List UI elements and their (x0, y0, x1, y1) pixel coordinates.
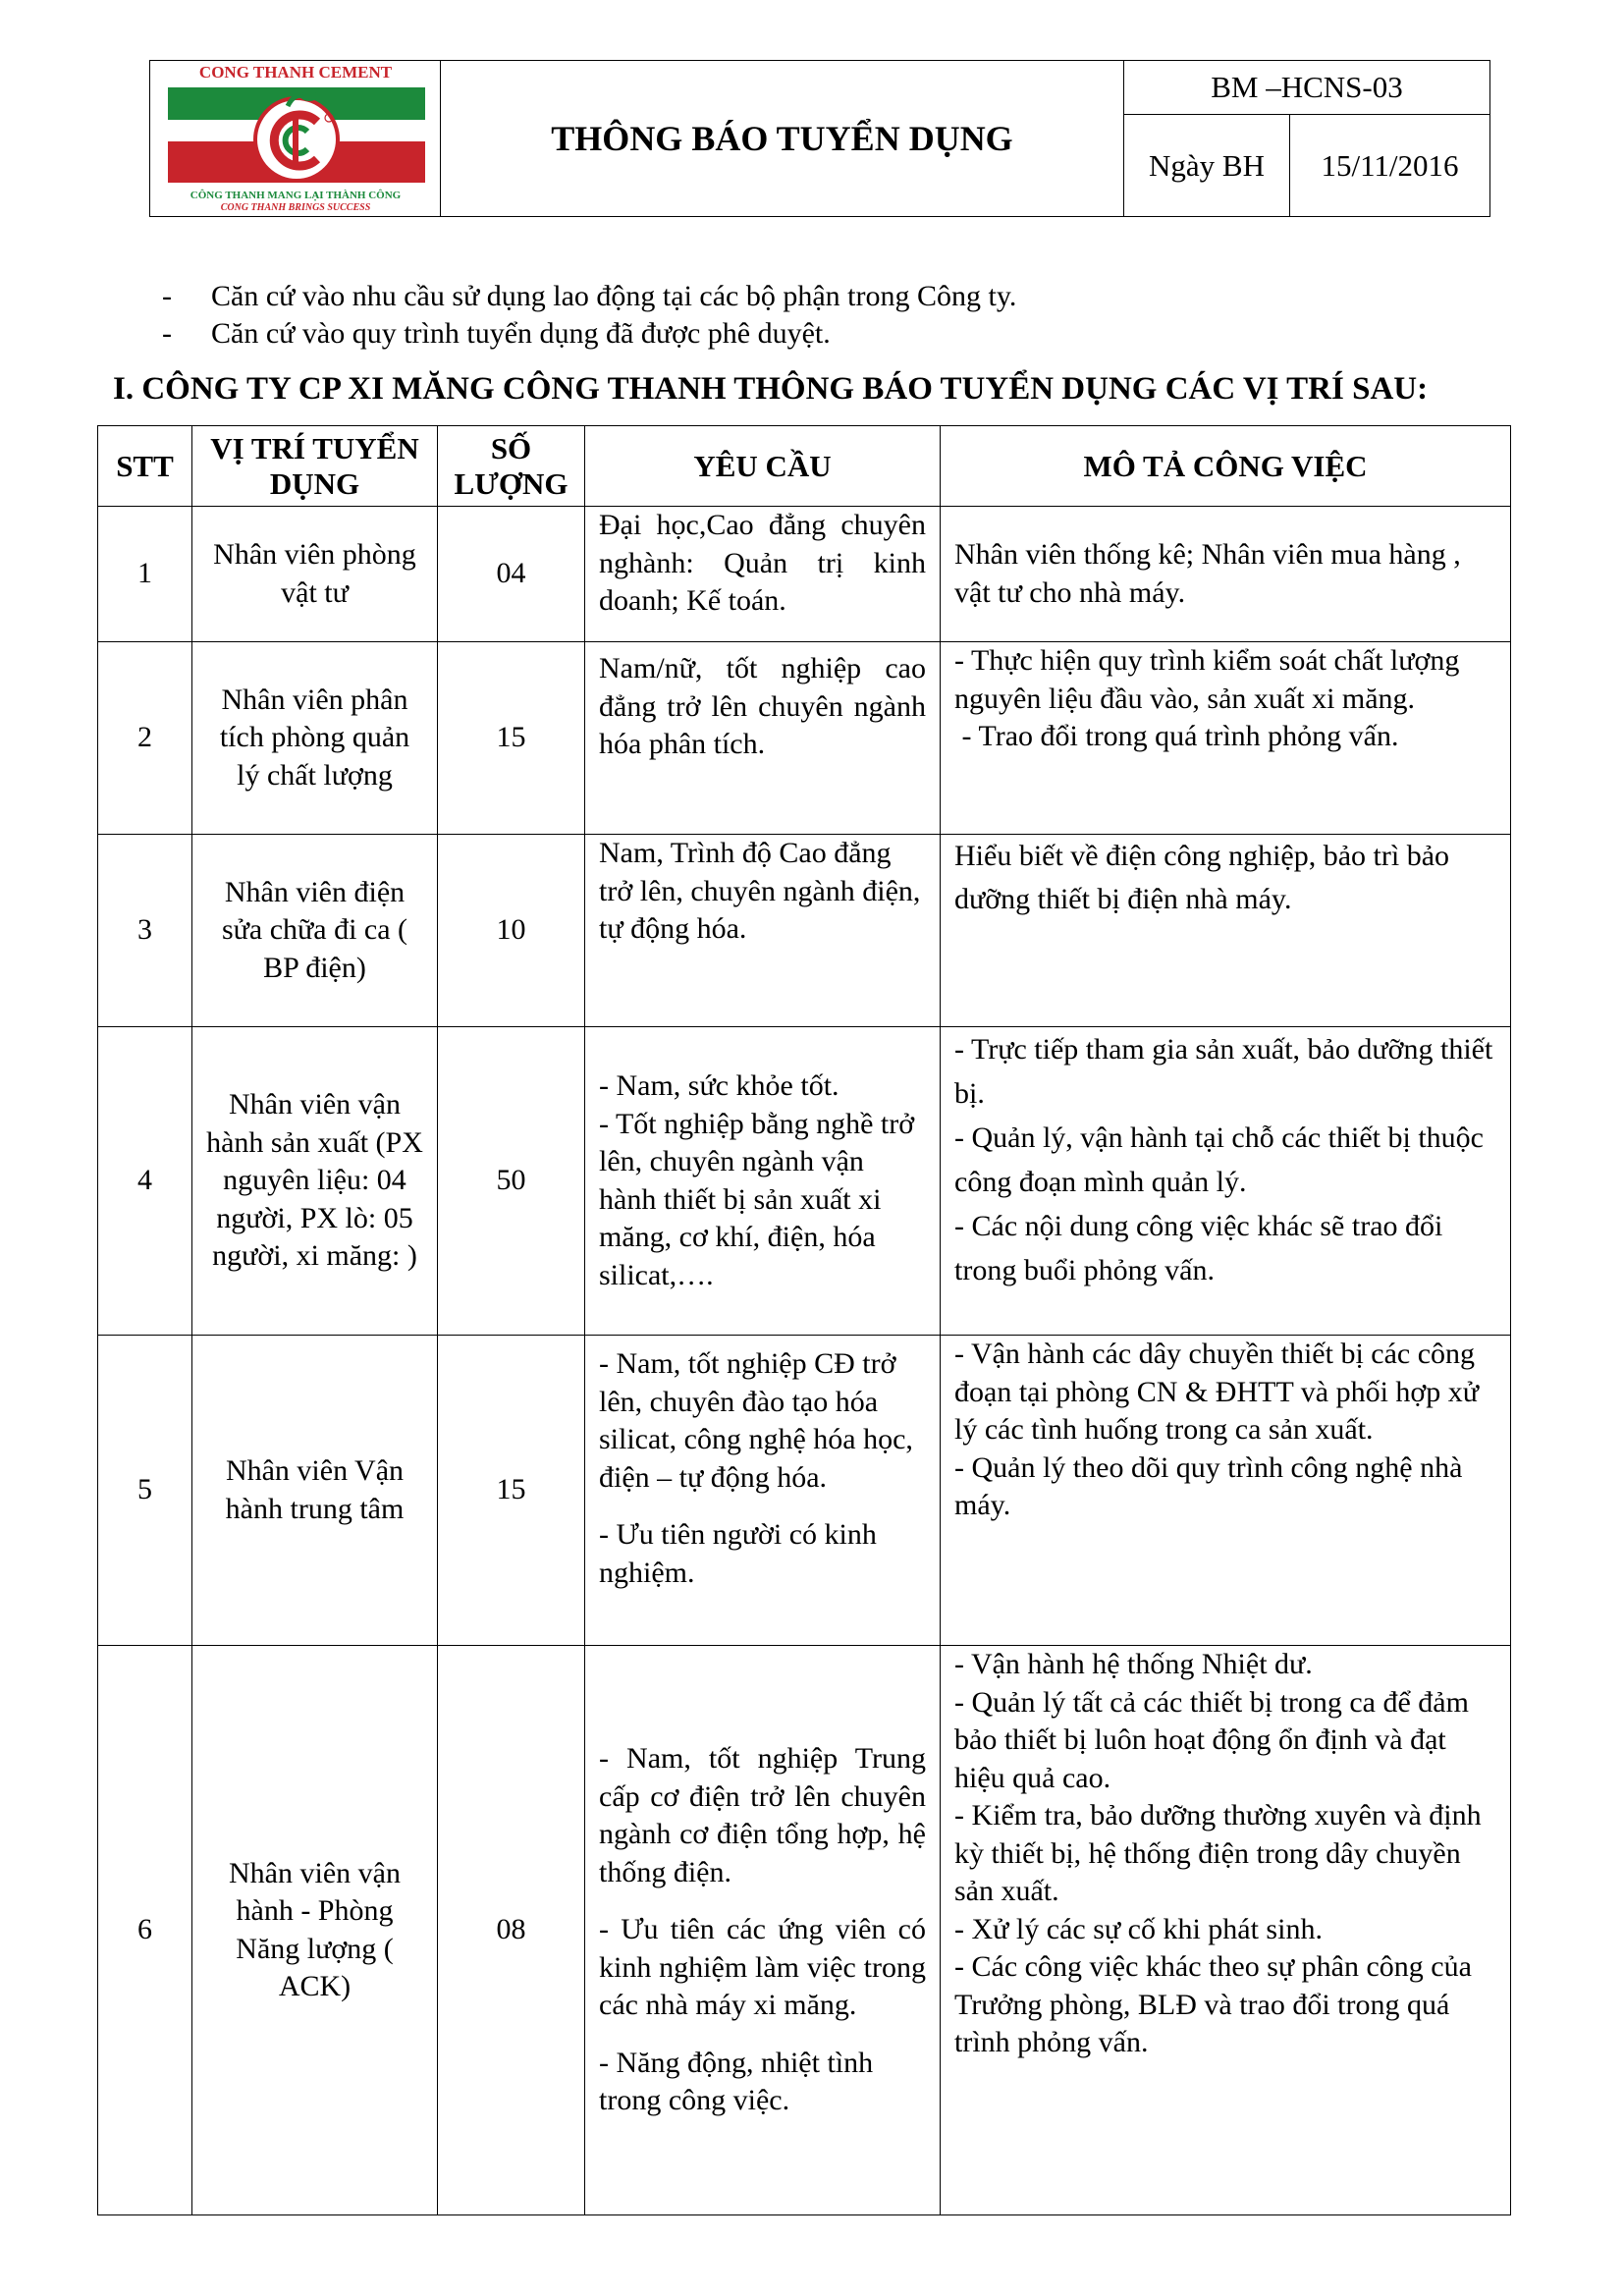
col-header-description: MÔ TẢ CÔNG VIỆC (941, 426, 1511, 507)
col-header-stt: STT (98, 426, 192, 507)
list-item: - Căn cứ vào quy trình tuyển dụng đã được phê duyệt. (162, 317, 831, 350)
table-row: 4 Nhân viên vận hành sản xuất (PX nguyên liệu: 04 người, PX lò: 05 người, xi măng: ) 50 - Nam, sức khỏe tốt. - Tốt nghiệp bằng nghề trở lên, chuyên ngành vận hành thiết bị sản xuất xi măng, cơ khí, điện, hóa silicat,…. - Trực tiếp tham gia sản xuất, bảo dưỡng thiết bị. - Quản lý, vận hành tại chỗ các thiết bị thuộc công đoạn mình quản lý. - Các nội dung công việc khác sẽ trao đổi trong buổi phỏng vấn. (98, 1027, 1511, 1336)
col-header-position: VỊ TRÍ TUYỂN DỤNG (192, 426, 438, 507)
list-item: - Căn cứ vào nhu cầu sử dụng lao động tại các bộ phận trong Công ty. (162, 280, 1017, 312)
logo-slogan-en: CONG THANH BRINGS SUCCESS (220, 202, 371, 213)
form-meta (1124, 61, 1489, 216)
table-row: 5 Nhân viên Vận hành trung tâm 15 - Nam, tốt nghiệp CĐ trở lên, chuyên đào tạo hóa silicat, công nghệ hóa học, điện – tự động hóa. - Ưu tiên người có kinh nghiệm. - Vận hành các dây chuyền thiết bị các công đoạn tại phòng CN & ĐHTT và phối hợp xử lý các tình huống trong ca sản xuất. - Quản lý theo dõi quy trình công nghệ nhà máy. (98, 1336, 1511, 1646)
form-code: BM –HCNS-03 (1124, 61, 1489, 115)
table-header-row (98, 426, 1511, 507)
document-title: THÔNG BÁO TUYỂN DỤNG (441, 61, 1124, 216)
table-row: 6 Nhân viên vận hành - Phòng Năng lượng ( ACK) 08 - Nam, tốt nghiệp Trung cấp cơ điện trở lên chuyên ngành cơ điện tổng hợp, hệ thống điện. - Ưu tiên các ứng viên có kinh nghiệm làm việc trong các nhà máy xi măng. - Năng động, nhiệt tình trong công việc. - Vận hành hệ thống Nhiệt dư. - Quản lý tất cả các thiết bị trong ca để đảm bảo thiết bị luôn hoạt động ổn định và đạt hiệu quả cao. - Kiểm tra, bảo dưỡng thường xuyên và định kỳ thiết bị, hệ thống điện trong dây chuyền sản xuất. - Xử lý các sự cố khi phát sinh. - Các công việc khác theo sự phân công của Trưởng phòng, BLĐ và trao đổi trong quá trình phỏng vấn. (98, 1646, 1511, 2215)
issue-date-label: Ngày BH (1124, 115, 1290, 216)
table-row: 3 Nhân viên điện sửa chữa đi ca ( BP điện) 10 Nam, Trình độ Cao đẳng trở lên, chuyên ngành điện, tự động hóa. Hiểu biết về điện công nghiệp, bảo trì bảo dưỡng thiết bị điện nhà máy. (98, 835, 1511, 1027)
document-header (149, 60, 1490, 217)
col-header-requirements: YÊU CẦU (585, 426, 941, 507)
company-logo (150, 61, 441, 216)
logo-slogan-vi: CÔNG THANH MANG LẠI THÀNH CÔNG (189, 190, 402, 201)
col-header-quantity: SỐ LƯỢNG (438, 426, 585, 507)
table-row: 2 Nhân viên phân tích phòng quản lý chất lượng 15 Nam/nữ, tốt nghiệp cao đẳng trở lên chuyên ngành hóa phân tích. - Thực hiện quy trình kiểm soát chất lượng nguyên liệu đầu vào, sản xuất xi măng. - Trao đổi trong quá trình phỏng vấn. (98, 642, 1511, 835)
logo-brand-text: CONG THANH CEMENT (198, 63, 393, 82)
cong-thanh-logo-icon (150, 61, 441, 216)
section-title: I. CÔNG TY CP XI MĂNG CÔNG THANH THÔNG BÁO TUYỂN DỤNG CÁC VỊ TRÍ SAU: (113, 371, 1429, 407)
recruitment-table (97, 425, 1511, 2215)
issue-date-value: 15/11/2016 (1321, 147, 1459, 183)
table-row: 1 Nhân viên phòng vật tư 04 Đại học,Cao đẳng chuyên nghành: Quản trị kinh doanh; Kế toán. Nhân viên thống kê; Nhân viên mua hàng , vật tư cho nhà máy. (98, 507, 1511, 642)
basis-list (162, 278, 1016, 353)
